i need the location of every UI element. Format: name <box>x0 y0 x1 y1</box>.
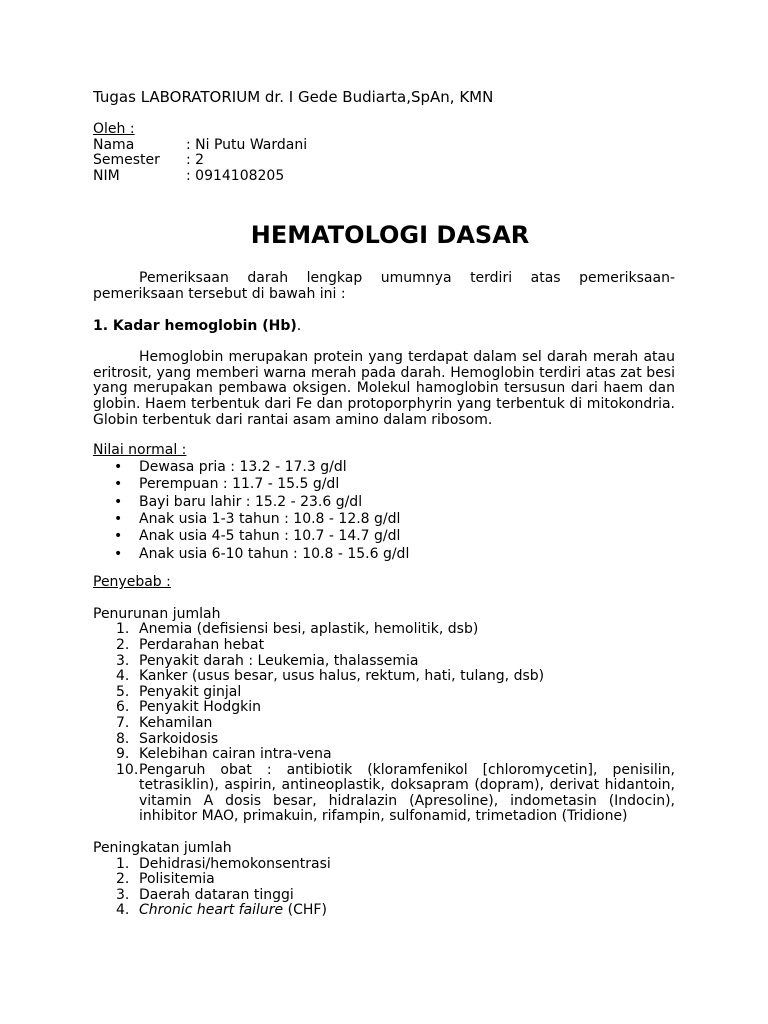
item-number: 6. <box>116 699 130 716</box>
decrease-list <box>93 622 675 825</box>
list-item <box>93 716 675 732</box>
decrease-label: Penurunan jumlah <box>93 605 221 622</box>
document-page <box>93 88 675 919</box>
identity-block <box>93 122 675 184</box>
item-text: Sarkoidosis <box>139 730 219 747</box>
identity-value: : Ni Putu Wardani <box>186 136 308 153</box>
list-item <box>93 685 675 701</box>
cause-label: Penyebab : <box>93 574 171 591</box>
item-text: Kelebihan cairan intra-vena <box>139 746 332 763</box>
item-number: 4. <box>116 902 130 919</box>
increase-list <box>93 857 675 919</box>
list-item <box>93 903 675 919</box>
item-text: Pengaruh obat : antibiotik (kloramfenikol [chloromycetin], penisilin, tetrasiklin), aspirin, antineoplastik, doksapram (dopram), derivat hidantoin, vitamin A dosis besar, hidralazin (Apresoline), indometasin (Indocin), inhibitor MAO, primakuin, rifampin, sulfonamid, trimetadion (Tridione) <box>139 761 675 825</box>
item-text: Dehidrasi/hemokonsentrasi <box>139 855 331 872</box>
hemoglobin-paragraph: Hemoglobin merupakan protein yang terdapat dalam sel darah merah atau eritrosit, yang memberi warna merah pada darah. Hemoglobin terdiri atas zat besi yang merupakan pembawa oksigen. Molekul hamoglobin tersusun dari haem dan globin. Haem terbentuk dari Fe dan protoporphyrin yang terbentuk di mitokondria. Globin terbentuk dari rantai asam amino dalam ribosom. <box>93 349 675 428</box>
list-item <box>93 622 675 638</box>
list-item: • Anak usia 6-10 tahun : 10.8 - 15.6 g/dl <box>93 546 675 563</box>
list-item: • Dewasa pria : 13.2 - 17.3 g/dl <box>93 459 675 476</box>
list-item <box>93 857 675 873</box>
item-number: 1. <box>116 855 130 872</box>
item-number: 2. <box>116 871 130 888</box>
identity-value: : 2 <box>186 152 205 169</box>
item-number: 9. <box>116 746 130 763</box>
item-text <box>139 903 675 919</box>
section-heading <box>93 319 675 335</box>
list-item: • Perempuan : 11.7 - 15.5 g/dl <box>93 476 675 493</box>
item-text: Penyakit Hodgkin <box>139 699 261 716</box>
document-title: HEMATOLOGI DASAR <box>250 221 530 250</box>
list-item <box>93 654 675 670</box>
item-text: Penyakit darah : Leukemia, thalassemia <box>139 652 419 669</box>
by-label: Oleh : <box>93 121 135 137</box>
item-text-italic: Chronic heart failure <box>139 902 284 919</box>
item-number: 3. <box>116 886 130 903</box>
normal-values-label: Nilai normal : <box>93 442 187 459</box>
item-text: Daerah dataran tinggi <box>139 886 294 903</box>
item-number: 10. <box>116 761 139 778</box>
item-text: Polisitemia <box>139 871 215 888</box>
item-number: 3. <box>116 652 130 669</box>
list-item: • Bayi baru lahir : 15.2 - 23.6 g/dl <box>93 494 675 511</box>
item-number: 1. <box>116 621 130 638</box>
item-number: 5. <box>116 683 130 700</box>
increase-label: Peningkatan jumlah <box>93 840 232 857</box>
item-number: 2. <box>116 636 130 653</box>
list-item <box>93 888 675 904</box>
intro-line-2: pemeriksaan tersebut di bawah ini : <box>93 285 346 302</box>
list-item <box>93 732 675 748</box>
identity-row-semester <box>93 153 675 169</box>
list-item <box>93 700 675 716</box>
list-item: • Anak usia 1-3 tahun : 10.8 - 12.8 g/dl <box>93 511 675 528</box>
identity-value: : 0914108205 <box>186 167 285 184</box>
item-text: Penyakit ginjal <box>139 683 242 700</box>
list-item <box>93 763 675 825</box>
list-item <box>93 669 675 685</box>
item-text: Anemia (defisiensi besi, aplastik, hemolitik, dsb) <box>139 621 479 638</box>
list-item <box>93 747 675 763</box>
item-text: Perdarahan hebat <box>139 636 265 653</box>
intro-paragraph <box>93 271 675 302</box>
item-text: Kehamilan <box>139 714 213 731</box>
identity-key: NIM <box>93 167 120 184</box>
identity-key: Semester <box>93 152 160 169</box>
normal-values-list <box>93 459 675 563</box>
section-heading-text: 1. Kadar hemoglobin (Hb) <box>93 317 297 334</box>
list-item: • Anak usia 4-5 tahun : 10.7 - 14.7 g/dl <box>93 528 675 545</box>
identity-key: Nama <box>93 136 135 153</box>
course-line: Tugas LABORATORIUM dr. I Gede Budiarta,SpAn, KMN <box>93 88 494 106</box>
intro-line-1: Pemeriksaan darah lengkap umumnya terdiri atas pemeriksaan- <box>139 270 675 287</box>
item-number: 4. <box>116 668 130 685</box>
item-text: Kanker (usus besar, usus halus, rektum, hati, tulang, dsb) <box>139 668 545 685</box>
item-number: 8. <box>116 730 130 747</box>
identity-row-nim <box>93 169 675 185</box>
list-item <box>93 872 675 888</box>
item-text-rest: (CHF) <box>283 902 327 919</box>
section-heading-suffix: . <box>296 317 302 334</box>
list-item <box>93 638 675 654</box>
item-number: 7. <box>116 714 130 731</box>
identity-row-nama <box>93 138 675 154</box>
